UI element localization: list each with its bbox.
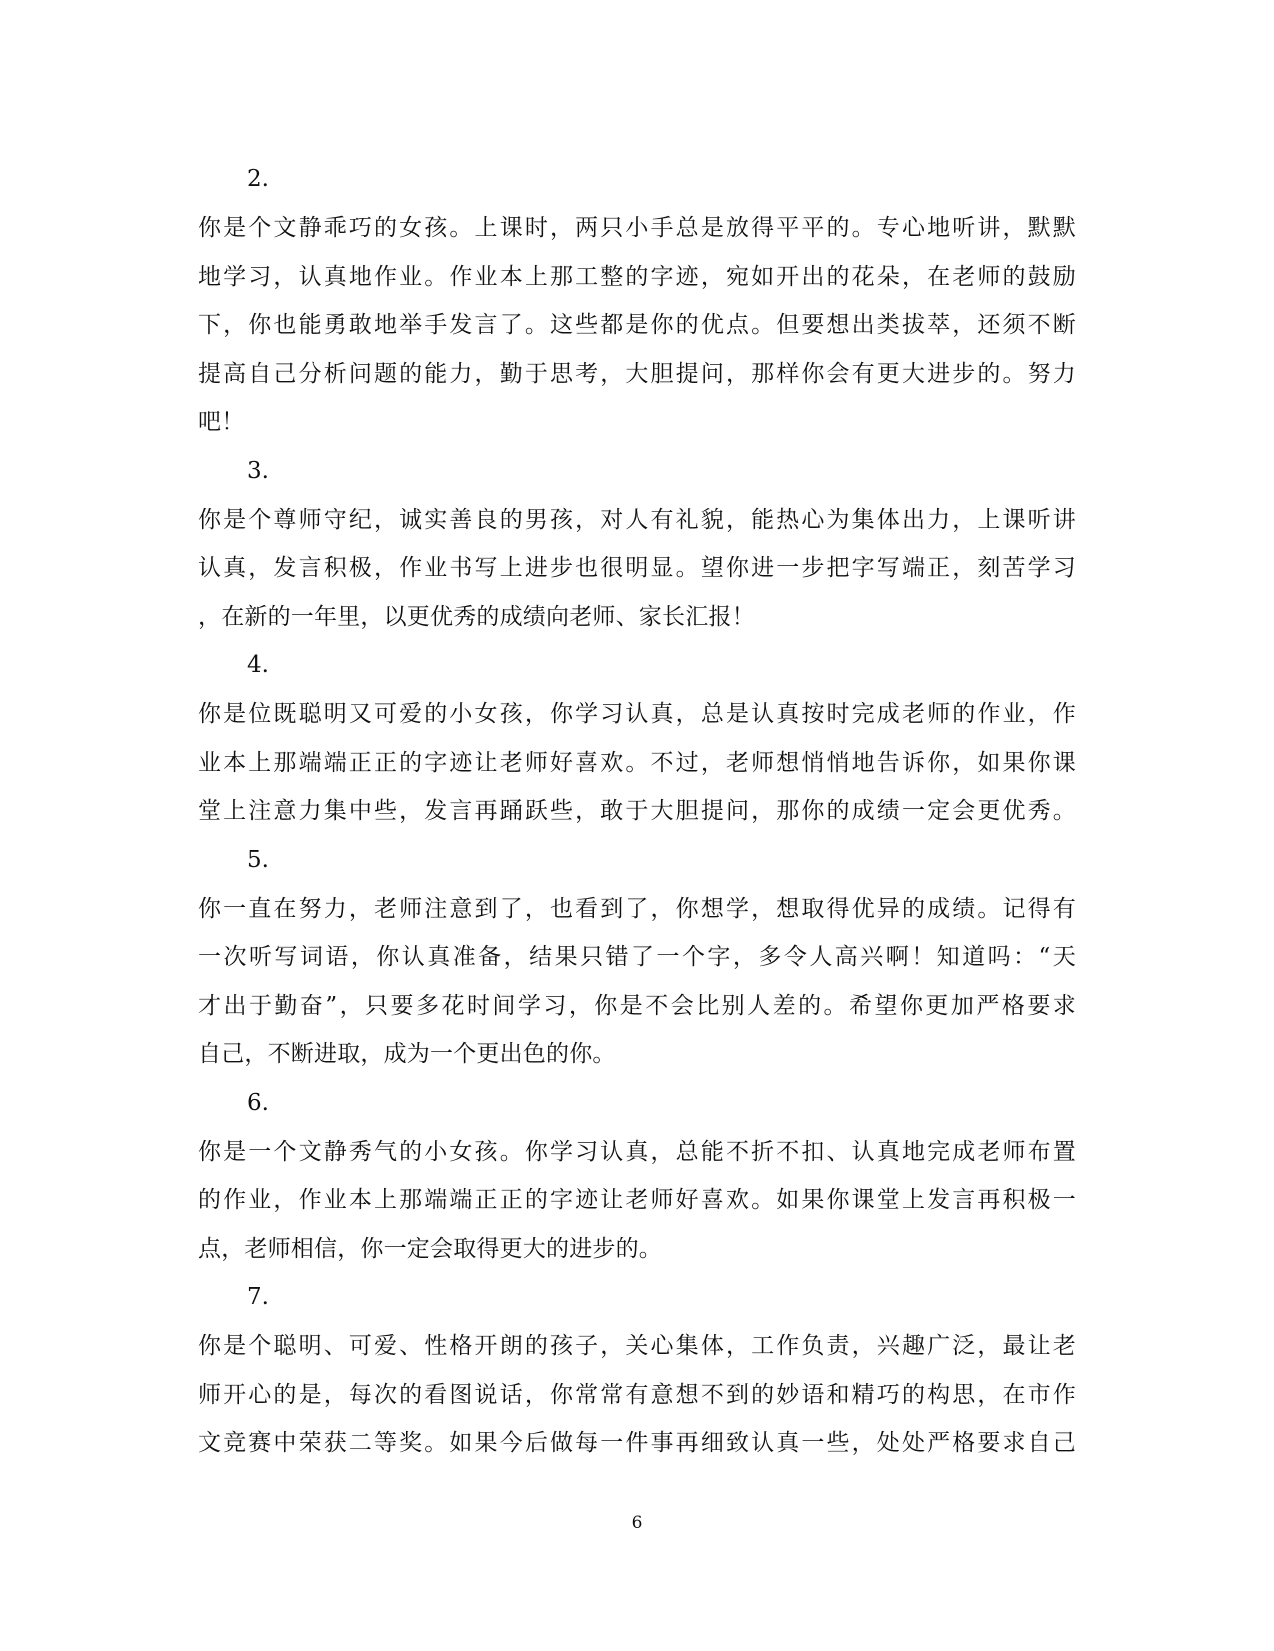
section-number: 5. (247, 846, 269, 873)
paragraph-line: 堂上注意力集中些，发言再踊跃些，敢于大胆提问，那你的成绩一定会更优秀。 (198, 798, 1076, 824)
paragraph-line: 才出于勤奋”，只要多花时间学习，你是不会比别人差的。希望你更加严格要求 (198, 992, 1076, 1019)
paragraph-line: 认真，发言积极，作业书写上进步也很明显。望你进一步把字写端正，刻苦学习 (198, 555, 1076, 581)
paragraph-line: 你是个聪明、可爱、性格开朗的孩子，关心集体，工作负责，兴趣广泛，最让老 (198, 1333, 1076, 1359)
section-number: 4. (247, 652, 269, 678)
paragraph-line: 文竞赛中荣获二等奖。如果今后做每一件事再细致认真一些，处处严格要求自己 (198, 1430, 1076, 1456)
page-number: 6 (631, 1513, 643, 1533)
paragraph-line: 一次听写词语，你认真准备，结果只错了一个字，多令人高兴啊！知道吗：“天 (198, 944, 1076, 970)
paragraph-line: 你是位既聪明又可爱的小女孩，你学习认真，总是认真按时完成老师的作业，作 (198, 701, 1076, 727)
paragraph-line: 提高自己分析问题的能力，勤于思考，大胆提问，那样你会有更大进步的。努力 (198, 360, 1076, 387)
document-body (198, 155, 1076, 1468)
paragraph-line: 吧！ (198, 409, 245, 435)
paragraph-line: 你是个尊师守纪，诚实善良的男孩，对人有礼貌，能热心为集体出力，上课听讲 (198, 506, 1076, 533)
paragraph-line: 业本上那端端正正的字迹让老师好喜欢。不过，老师想悄悄地告诉你，如果你课 (198, 749, 1076, 776)
section-number: 3. (247, 457, 269, 484)
paragraph-line: 的作业，作业本上那端端正正的字迹让老师好喜欢。如果你课堂上发言再积极一 (198, 1187, 1076, 1213)
paragraph-line: 师开心的是，每次的看图说话，你常常有意想不到的妙语和精巧的构思，在市作 (198, 1381, 1076, 1408)
section-number: 2. (247, 166, 269, 192)
paragraph-line: 你是一个文静秀气的小女孩。你学习认真，总能不折不扣、认真地完成老师布置 (198, 1138, 1076, 1165)
paragraph-line: 下，你也能勇敢地举手发言了。这些都是你的优点。但要想出类拔萃，还须不断 (198, 312, 1076, 338)
paragraph-line: 地学习，认真地作业。作业本上那工整的字迹，宛如开出的花朵，在老师的鼓励 (198, 263, 1076, 290)
paragraph-line: 你一直在努力，老师注意到了，也看到了，你想学，想取得优异的成绩。记得有 (198, 895, 1076, 922)
paragraph-line: 你是个文静乖巧的女孩。上课时，两只小手总是放得平平的。专心地听讲，默默 (198, 215, 1076, 241)
section-number: 6. (247, 1089, 269, 1116)
paragraph-line: 自己，不断进取，成为一个更出色的你。 (198, 1041, 616, 1067)
section-number: 7. (247, 1284, 269, 1310)
paragraph-line: ，在新的一年里，以更优秀的成绩向老师、家长汇报！ (198, 603, 755, 630)
paragraph-line: 点，老师相信，你一定会取得更大的进步的。 (198, 1235, 662, 1262)
